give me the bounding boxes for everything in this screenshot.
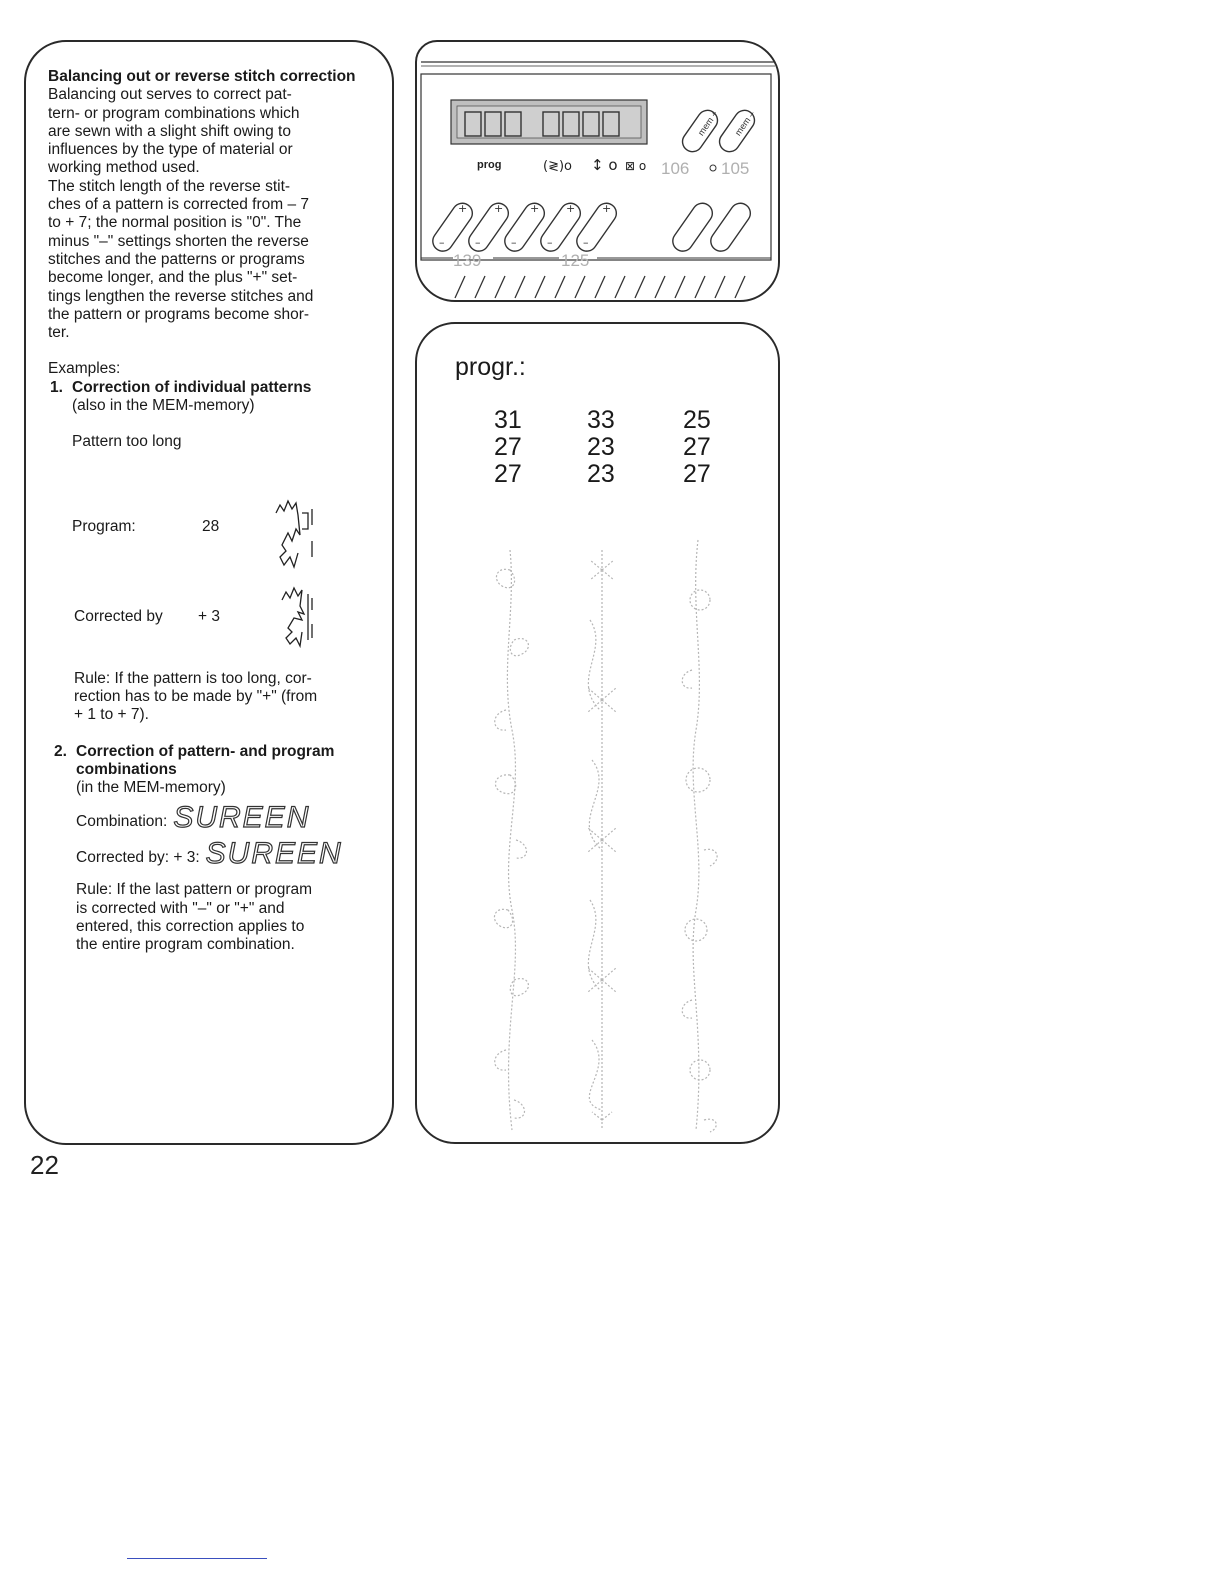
- stitch-sample-columns: [470, 530, 750, 1140]
- program-number: 23: [587, 433, 615, 461]
- program-number: 25: [683, 406, 711, 434]
- rule-line: rection has to be made by "+" (from: [74, 687, 318, 705]
- mem-minus-label: mem –: [732, 109, 757, 138]
- intro-paragraph: [48, 86, 368, 342]
- intro-line: tern- or program combinations which: [48, 104, 300, 122]
- program-row: [72, 460, 368, 546]
- intro-line: minus "–" settings shorten the reverse: [48, 232, 309, 250]
- program-label: Program:: [72, 517, 136, 535]
- intro-line: stitches and the patterns or programs: [48, 250, 305, 268]
- example-2-subtitle: (in the MEM-memory): [76, 779, 226, 797]
- intro-line: tings lengthen the reverse stitches and: [48, 287, 314, 305]
- example-2-title: combinations: [76, 760, 177, 778]
- example-1-subtitle: (also in the MEM-memory): [72, 397, 255, 415]
- digital-display: [451, 100, 647, 144]
- corrected-label: Corrected by: [74, 607, 163, 625]
- footer-link-rule: [127, 1558, 267, 1559]
- minus-sign: –: [475, 236, 481, 249]
- mem-plus-label: mem +: [695, 108, 720, 138]
- corrected-pattern-icon: [278, 584, 318, 648]
- examples-label: Examples:: [48, 360, 121, 378]
- plus-minus-buttons: [429, 199, 620, 255]
- example-2-title: Correction of pattern- and program: [76, 742, 335, 760]
- program-value: 28: [202, 517, 220, 535]
- example-1-rule: [72, 670, 368, 725]
- combination-label: Combination:: [76, 813, 168, 831]
- intro-line: influences by the type of material or: [48, 141, 293, 159]
- intro-line: become longer, and the plus "+" set-: [48, 269, 298, 287]
- hatching: [455, 276, 745, 298]
- stitch-sample-3: [682, 540, 717, 1132]
- stitch-length-icon: ↕ o: [591, 156, 618, 174]
- corrected-row: [72, 546, 368, 642]
- intro-line: working method used.: [48, 159, 200, 177]
- example-1-title: Correction of individual patterns: [72, 378, 312, 396]
- stitch-sample-2: [588, 550, 616, 1130]
- program-number: 27: [683, 460, 711, 488]
- intro-line: the pattern or programs become shor-: [48, 305, 310, 323]
- plus-sign: +: [602, 202, 612, 215]
- left-text-block: [48, 68, 368, 955]
- rule-line: Rule: If the last pattern or program: [76, 881, 313, 899]
- combination-word: SUREEN: [173, 801, 311, 835]
- program-number: 23: [587, 460, 615, 488]
- rule-line: + 1 to + 7).: [74, 706, 149, 724]
- stitch-sample-1: [494, 550, 528, 1130]
- pattern-mode-icon: ⊠ o: [625, 159, 647, 173]
- mem-plus-button: [679, 106, 722, 155]
- ref-number-125: 125: [561, 251, 590, 270]
- corrected-combination-row: [76, 837, 368, 871]
- example-2-number: 2.: [54, 742, 67, 760]
- program-number: 33: [587, 406, 615, 434]
- intro-line: are sewn with a slight shift owing to: [48, 122, 291, 140]
- intro-line: The stitch length of the reverse stit-: [48, 177, 291, 195]
- example-2: [48, 743, 368, 955]
- prog-label: prog: [477, 159, 502, 171]
- rule-line: is corrected with "–" or "+" and: [76, 899, 285, 917]
- intro-line: to + 7; the normal position is "0". The: [48, 214, 302, 232]
- pattern-too-long-note: Pattern too long: [72, 433, 182, 451]
- plus-sign: +: [494, 202, 504, 215]
- plus-sign: +: [566, 202, 576, 215]
- minus-sign: –: [547, 236, 553, 249]
- plus-sign: +: [530, 202, 540, 215]
- plus-sign: +: [458, 202, 468, 215]
- rule-line: the entire program combination.: [76, 936, 295, 954]
- zigzag-width-icon: (≷)o: [543, 159, 572, 174]
- minus-sign: –: [439, 236, 445, 249]
- combination-row: [76, 801, 368, 835]
- example-1: [48, 379, 368, 725]
- ref-number-105: 105: [721, 159, 750, 178]
- intro-line: ches of a pattern is corrected from – 7: [48, 196, 310, 214]
- rule-line: Rule: If the pattern is too long, cor-: [74, 669, 312, 687]
- program-number: 27: [494, 433, 522, 461]
- intro-line: ter.: [48, 324, 70, 342]
- ref-number-106: 106: [661, 159, 690, 178]
- program-number: 27: [494, 460, 522, 488]
- page-number: 22: [30, 1150, 59, 1180]
- example-1-number: 1.: [50, 378, 63, 396]
- mem-minus-button: [716, 106, 759, 155]
- minus-sign: –: [583, 236, 589, 249]
- ref-number-139: 139: [453, 251, 482, 270]
- control-panel-drawing: [415, 40, 780, 302]
- corrected-combination-word: SUREEN: [205, 837, 343, 871]
- function-buttons: [669, 199, 754, 255]
- rule-line: entered, this correction applies to: [76, 918, 305, 936]
- program-number: 27: [683, 433, 711, 461]
- corrected-value: + 3: [198, 607, 220, 625]
- intro-line: Balancing out serves to correct pat-: [48, 86, 292, 104]
- minus-sign: –: [511, 236, 517, 249]
- corrected-combination-label: Corrected by: + 3:: [76, 849, 200, 867]
- progr-label: progr.:: [455, 353, 526, 381]
- section-heading: Balancing out or reverse stitch correction: [48, 68, 356, 85]
- program-number: 31: [494, 406, 522, 434]
